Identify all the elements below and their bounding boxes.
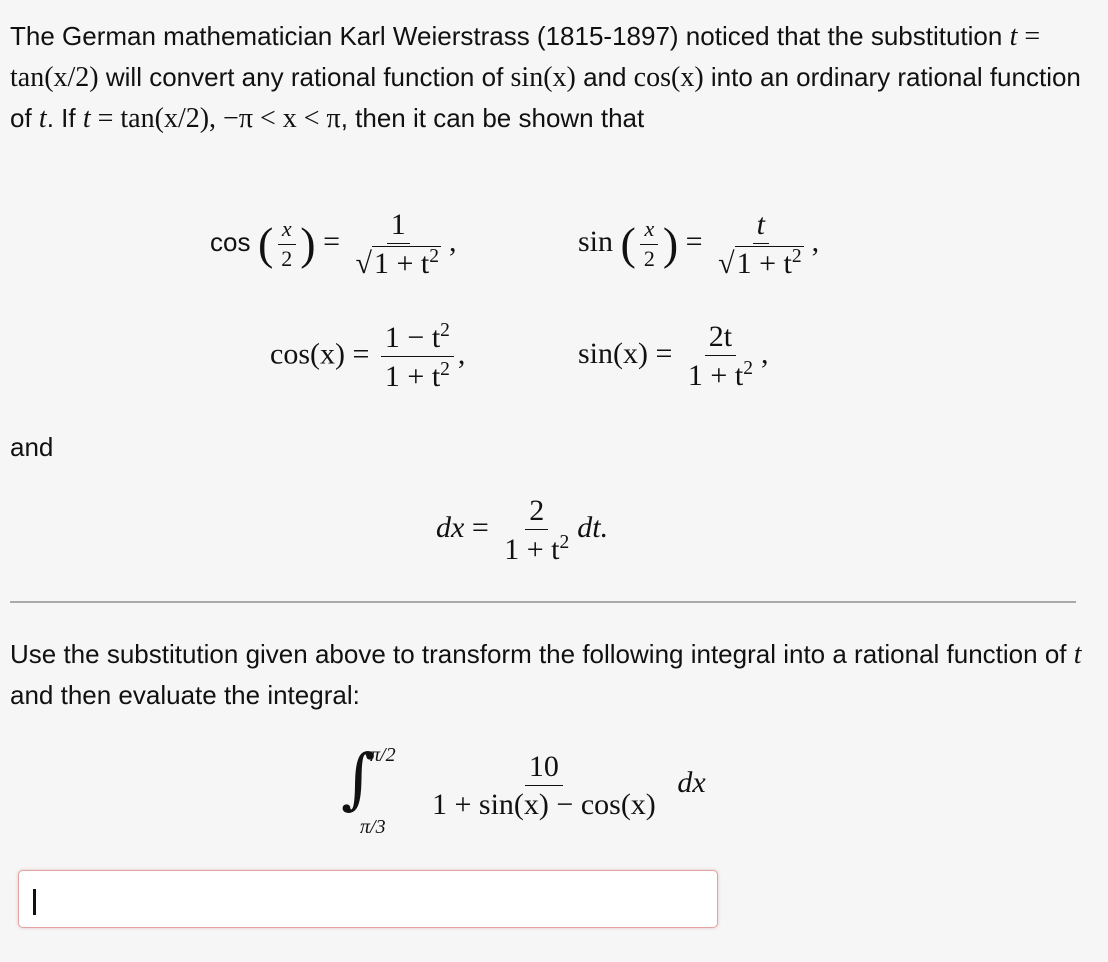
dx-formula: dx = $\frac{2}{1 + t^2}$ dt. [436, 494, 609, 566]
domain-condition: , −π < x < π [209, 103, 341, 134]
sin-full-formula: sin(x) = $\frac{2t}{1 + t^2}$ , [578, 320, 769, 392]
section-divider [10, 601, 1076, 603]
lower-limit: π/3 [360, 816, 386, 838]
upper-limit: π/2 [370, 744, 396, 766]
integrand: $\frac{10}{1 + \sin(x) - \cos(x)}$ dx [432, 750, 706, 821]
cos-half-formula: cos ( $\frac{x}{2}$ ) = $\frac{1}{√1 + t^2}$ , [210, 208, 457, 280]
intro-paragraph: The German mathematician Karl Weierstrass (1815-1897) noticed that the substitution t = tan(x/2) will convert any rational function of sin(x) and cos(x) into an ordinary rational function of t. If t = tan(x/2), −π < x < π, then it can be shown that [10, 21, 1081, 134]
cos-full-formula: cos(x) = $\frac{1 - t^2}{1 + t^2}$ , [270, 320, 466, 393]
sin-half-formula: sin ( $\frac{x}{2}$ ) = $\frac{t}{√1 + t^2}$ , [578, 208, 820, 280]
tan-expression: tan(x/2) [10, 62, 99, 93]
answer-input[interactable] [18, 870, 718, 928]
and-label: and [10, 432, 54, 462]
integral-sign: ∫ [341, 740, 376, 817]
text-cursor [33, 889, 36, 915]
task-paragraph: Use the substitution given above to transform the following integral into a rational function of t and then evaluate the integral: [10, 639, 1082, 710]
